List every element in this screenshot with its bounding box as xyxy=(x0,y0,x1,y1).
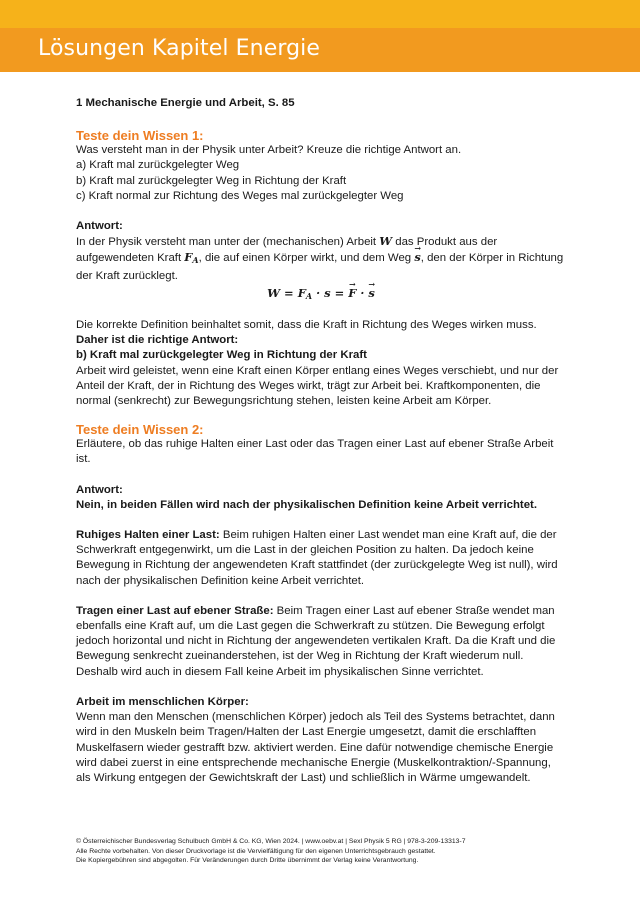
header-top-stripe xyxy=(0,0,640,28)
document-body xyxy=(76,96,566,786)
footer xyxy=(76,837,576,866)
answer-2-label: Antwort: xyxy=(76,483,123,496)
paragraph-body-text: Wenn man den Menschen (menschlichen Körper) jedoch als Teil des Systems betrachtet, dann wird in den Muskeln beim Tragen/Halten der Last Energie umgesetzt, damit die erschlafften Muskelfasern wieder gestrafft bzw. aktiviert werden. Eine dafür notwendige chemische Energie wird dabei zuerst in eine entsprechende mechanische Energie (Muskelkontraktion/-Spannung, als Wirkung entgegen der Gewichtskraft der Last) und schließlich in Wärme umgewandelt. xyxy=(76,711,555,784)
page-title: Lösungen Kapitel Energie xyxy=(38,36,321,61)
question-2-title: Teste dein Wissen 2: xyxy=(76,422,204,438)
answer-1-label: Antwort: xyxy=(76,220,123,233)
paragraph-holding-load: Ruhiges Halten einer Last: Beim ruhigen Halten einer Last wendet man eine Kraft auf, die der Schwerkraft entgegenwirkt, um die Last in der gleichen Position zu halten. Da jedoch keine Bewegung in Richtung der angewendeten Kraft stattfindet (der zurückgelegte Weg ist null), wird nach der physikalischen Definition keine Arbeit verrichtet. xyxy=(76,529,558,587)
correct-answer-label: Daher ist die richtige Antwort: xyxy=(76,334,239,347)
option-b: b) Kraft mal zurückgelegter Weg in Richtung der Kraft xyxy=(76,174,347,187)
option-c: c) Kraft normal zur Richtung des Weges mal zurückgelegter Weg xyxy=(76,189,404,202)
question-1-title: Teste dein Wissen 1: xyxy=(76,128,204,144)
option-a: a) Kraft mal zurückgelegter Weg xyxy=(76,159,240,172)
question-2-text: Erläutere, ob das ruhige Halten einer Last oder das Tragen einer Last auf ebener Straße Arbeit ist. xyxy=(76,438,554,466)
question-1-text: Was versteht man in der Physik unter Arbeit? Kreuze die richtige Antwort an. xyxy=(76,144,462,157)
correct-answer: b) Kraft mal zurückgelegter Weg in Richtung der Kraft xyxy=(76,349,367,362)
answer-1-intro: In der Physik versteht man unter der (mechanischen) Arbeit W das Produkt aus der aufgewendeten Kraft $F_A$, die auf einen Körper wirkt, und dem Weg → s, den der Körper in Richtung der Kraft zurücklegt. xyxy=(76,234,566,284)
footer-line-2: Alle Rechte vorbehalten. Von dieser Druckvorlage ist die Vervielfältigung für den eigenen Unterrichtsgebrauch gestattet. xyxy=(76,847,436,855)
section-heading: 1 Mechanische Energie und Arbeit, S. 85 xyxy=(76,97,295,109)
paragraph-body-label: Arbeit im menschlichen Körper: xyxy=(76,695,249,708)
paragraph-carrying-load: Tragen einer Last auf ebener Straße: Beim Tragen einer Last auf ebener Straße wendet man ebenfalls eine Kraft auf, um die Last gegen die Schwerkraft zu stützen. Die Bewegung erfolgt jedoch horizontal und nicht in Richtung der angewendeten vertikalen Kraft. Da die Kraft und die Bewegung senkrecht zueinanderstehen, ist der Weg in Richtung der Kraft wiederum null. Deshalb wird auch in diesem Fall keine Arbeit im physikalischen Sinne verrichtet. xyxy=(76,604,556,678)
work-formula: $W = F_A \cdot s$ = → F · → s xyxy=(76,286,566,304)
answer-1-conclusion: Die korrekte Definition beinhaltet somit, dass die Kraft in Richtung des Weges wirken muss. xyxy=(76,319,537,332)
footer-line-3: Die Kopiergebühren sind abgegolten. Für Veränderungen durch Dritte übernimmt der Verlag keine Verantwortung. xyxy=(76,857,419,865)
answer-2-summary: Nein, in beiden Fällen wird nach der physikalischen Definition keine Arbeit verrichtet. xyxy=(76,498,538,511)
footer-line-1: © Österreichischer Bundesverlag Schulbuch GmbH & Co. KG, Wien 2024. | www.oebv.at | Sexl Physik 5 RG | 978-3-209-13313-7 xyxy=(76,838,466,845)
answer-1-explanation: Arbeit wird geleistet, wenn eine Kraft einen Körper entlang eines Weges verschiebt, und nur der Anteil der Kraft, der in Richtung des Weges wirkt, trägt zur Arbeit bei. Kraftkomponenten, die normal (senkrecht) zur Bewegungsrichtung stehen, leisten keine Arbeit am Körper. xyxy=(76,364,559,408)
